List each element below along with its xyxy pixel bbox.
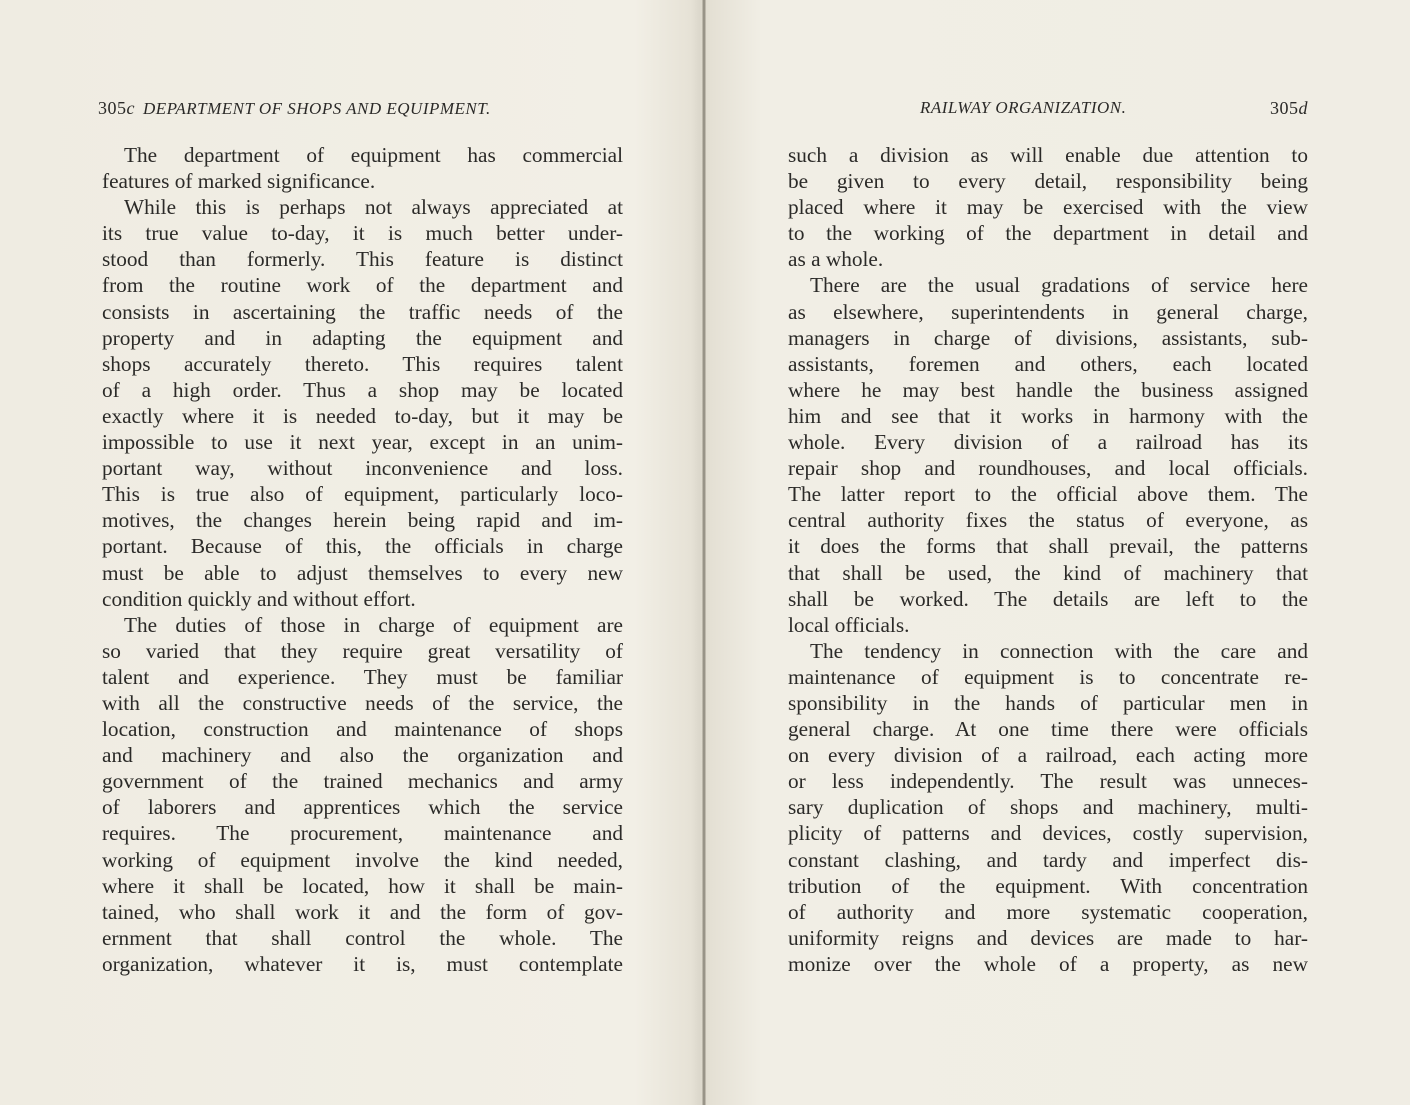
text-line: consists in ascertaining the traffic needs of the	[102, 299, 623, 324]
text-line: of authority and more systematic cooperation,	[788, 899, 1308, 924]
text-line: ernment that shall control the whole. The	[102, 925, 623, 950]
text-line: be given to every detail, responsibility being	[788, 169, 1308, 194]
text-line: managers in charge of divisions, assistants, sub-	[788, 325, 1308, 350]
text-line: local officials.	[788, 612, 910, 637]
left-page-header	[98, 98, 624, 124]
left-page-body	[102, 142, 623, 977]
text-line: tained, who shall work it and the form of gov-	[102, 899, 623, 924]
text-line: requires. The procurement, maintenance and	[102, 821, 623, 846]
text-line: shall be worked. The details are left to the	[788, 586, 1308, 611]
text-line: central authority fixes the status of everyone, as	[788, 508, 1308, 533]
text-line: whole. Every division of a railroad has its	[788, 430, 1308, 455]
text-line: where it shall be located, how it shall be main-	[102, 873, 623, 898]
text-line: general charge. At one time there were officials	[788, 717, 1308, 742]
right-page	[706, 0, 1410, 1105]
text-line: where he may best handle the business assigned	[788, 377, 1308, 402]
text-line: impossible to use it next year, except in an unim-	[102, 430, 623, 455]
text-line: of a high order. Thus a shop may be located	[102, 377, 623, 402]
text-line: While this is perhaps not always appreciated at	[124, 195, 623, 220]
text-line: repair shop and roundhouses, and local officials.	[788, 456, 1308, 481]
text-line: and machinery and also the organization and	[102, 743, 623, 768]
text-line: property and in adapting the equipment and	[102, 325, 623, 350]
text-line: so varied that they require great versatility of	[102, 638, 623, 663]
text-line: with all the constructive needs of the service, the	[102, 690, 623, 715]
text-line: portant. Because of this, the officials in charge	[102, 534, 623, 559]
text-line: The duties of those in charge of equipment are	[124, 612, 623, 637]
left-running-head: DEPARTMENT OF SHOPS AND EQUIPMENT.	[143, 99, 491, 118]
text-line: organization, whatever it is, must contemplate	[102, 951, 623, 976]
text-line: on every division of a railroad, each acting more	[788, 743, 1308, 768]
text-line: to the working of the department in detail and	[788, 221, 1308, 246]
text-line: exactly where it is needed to-day, but it may be	[102, 403, 623, 428]
text-line: assistants, foremen and others, each located	[788, 351, 1308, 376]
right-page-number: 305d	[1270, 98, 1308, 118]
text-line: working of equipment involve the kind needed,	[102, 847, 623, 872]
right-running-head: RAILWAY ORGANIZATION.	[920, 98, 1127, 117]
text-line: it does the forms that shall prevail, the patterns	[788, 534, 1308, 559]
text-line: him and see that it works in harmony with the	[788, 403, 1308, 428]
text-line: constant clashing, and tardy and imperfect dis-	[788, 847, 1308, 872]
text-line: The latter report to the official above them. The	[788, 482, 1308, 507]
text-line: condition quickly and without effort.	[102, 586, 416, 611]
text-line: uniformity reigns and devices are made to har-	[788, 925, 1308, 950]
text-line: motives, the changes herein being rapid and im-	[102, 508, 623, 533]
text-line: that shall be used, the kind of machinery that	[788, 560, 1308, 585]
right-page-header	[920, 98, 1308, 124]
text-line: portant way, without inconvenience and loss.	[102, 456, 623, 481]
text-line: features of marked significance.	[102, 169, 376, 194]
text-line: its true value to-day, it is much better under-	[102, 221, 623, 246]
left-page	[0, 0, 702, 1105]
text-line: talent and experience. They must be familiar	[102, 664, 623, 689]
text-line: placed where it may be exercised with the view	[788, 195, 1308, 220]
text-line: location, construction and maintenance of shops	[102, 717, 623, 742]
text-line: of laborers and apprentices which the service	[102, 795, 623, 820]
text-line: The tendency in connection with the care and	[810, 638, 1308, 663]
text-line: such a division as will enable due attention to	[788, 143, 1308, 167]
text-line: sponsibility in the hands of particular men in	[788, 690, 1308, 715]
text-line: as elsewhere, superintendents in general charge,	[788, 299, 1308, 324]
text-line: stood than formerly. This feature is distinct	[102, 247, 623, 272]
text-line: The department of equipment has commercial	[124, 143, 623, 167]
text-line: must be able to adjust themselves to every new	[102, 560, 623, 585]
text-line: shops accurately thereto. This requires talent	[102, 351, 623, 376]
text-line: or less independently. The result was unneces-	[788, 769, 1308, 794]
left-page-number: 305c	[98, 98, 135, 118]
text-line: tribution of the equipment. With concentration	[788, 873, 1308, 898]
text-line: sary duplication of shops and machinery, multi-	[788, 795, 1308, 820]
text-line: maintenance of equipment is to concentrate re-	[788, 664, 1308, 689]
text-line: This is true also of equipment, particularly loco-	[102, 482, 623, 507]
text-line: from the routine work of the department and	[102, 273, 623, 298]
text-line: government of the trained mechanics and army	[102, 769, 623, 794]
right-page-body	[788, 142, 1308, 977]
text-line: as a whole.	[788, 247, 884, 272]
text-line: monize over the whole of a property, as new	[788, 951, 1308, 976]
text-line: plicity of patterns and devices, costly supervision,	[788, 821, 1308, 846]
text-line: There are the usual gradations of service here	[810, 273, 1308, 298]
